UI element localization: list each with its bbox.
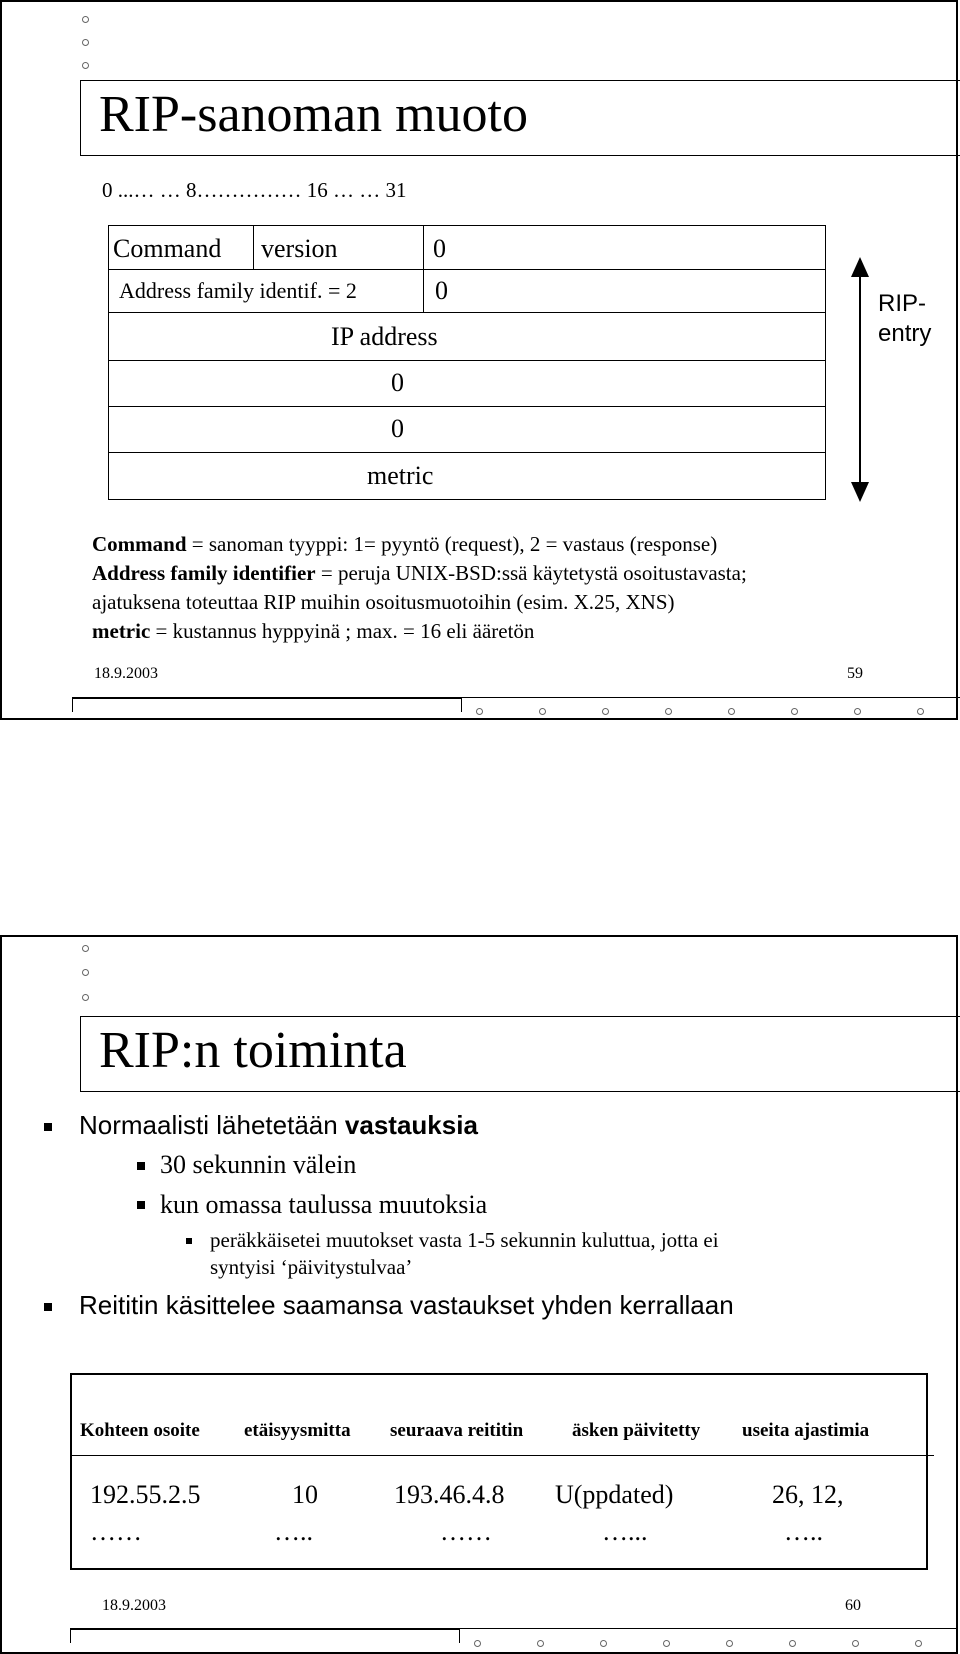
- bit-ruler: 0 ...… … 8…………… 16 … … 31: [102, 178, 407, 202]
- bullet-square: [137, 1162, 145, 1170]
- bullet-1-text: Normaalisti lähetetään: [79, 1110, 345, 1140]
- slide-59: [0, 0, 958, 720]
- bullet-1: [79, 1110, 478, 1141]
- table-cell: …..: [274, 1517, 313, 1546]
- table-cell: 192.55.2.5: [90, 1480, 201, 1509]
- routing-table: [70, 1373, 928, 1570]
- table-cell: …..: [784, 1517, 823, 1546]
- field-metric: metric: [367, 461, 434, 490]
- slide-title: RIP-sanoman muoto: [99, 86, 528, 143]
- field-zero: 0: [391, 414, 404, 443]
- decor-circle: [82, 994, 89, 1001]
- field-divider: [253, 226, 254, 270]
- packet-row: [109, 313, 825, 361]
- table-header: useita ajastimia: [742, 1420, 870, 1441]
- field-command: Command: [113, 234, 222, 263]
- footer-rule: [72, 697, 960, 698]
- decor-circle: [82, 16, 89, 23]
- decor-circle: [82, 39, 89, 46]
- decor-circle: [852, 1640, 859, 1647]
- decor-circle: [726, 1640, 733, 1647]
- bullet-2: Reititin käsittelee saamansa vastaukset yhden kerrallaan: [79, 1290, 734, 1320]
- desc-text: = peruja UNIX-BSD:ssä käytetystä osoitustavasta;: [315, 561, 747, 585]
- desc-text: = kustannus hyppyinä ; max. = 16 eli ääretön: [150, 619, 535, 643]
- field-address-family: Address family identif. = 2: [119, 278, 357, 303]
- table-cell: 193.46.4.8: [394, 1480, 505, 1509]
- desc-line: [92, 619, 534, 644]
- bullet-square: [137, 1201, 145, 1209]
- desc-line: [92, 561, 747, 586]
- decor-circle: [474, 1640, 481, 1647]
- table-cell: ……: [90, 1517, 142, 1546]
- decor-circle: [917, 708, 924, 715]
- footer-date: 18.9.2003: [102, 1597, 166, 1614]
- table-cell: U(ppdated): [555, 1480, 674, 1509]
- decor-circle: [915, 1640, 922, 1647]
- term-metric: metric: [92, 619, 151, 643]
- decor-circle: [663, 1640, 670, 1647]
- table-header-rule: [72, 1455, 934, 1456]
- table-header: seuraava reititin: [390, 1420, 524, 1441]
- decor-circle: [791, 708, 798, 715]
- page-number: 59: [847, 665, 863, 682]
- decor-circle: [665, 708, 672, 715]
- title-box: [80, 80, 960, 156]
- decor-circle: [537, 1640, 544, 1647]
- slide-title: RIP:n toiminta: [99, 1022, 407, 1079]
- page-number: 60: [845, 1597, 861, 1614]
- field-zero: 0: [433, 234, 446, 263]
- field-divider: [423, 226, 424, 313]
- desc-line: [92, 532, 717, 557]
- bullet-square: [44, 1303, 52, 1311]
- decor-circle: [539, 708, 546, 715]
- table-header: Kohteen osoite: [80, 1420, 200, 1441]
- footer-tab: [72, 698, 462, 712]
- decor-circle: [82, 62, 89, 69]
- decor-circle: [82, 945, 89, 952]
- decor-circle: [600, 1640, 607, 1647]
- footer-tab: [70, 1629, 460, 1643]
- field-zero: 0: [391, 368, 404, 397]
- bullet-square: [44, 1123, 52, 1131]
- field-ip-address: IP address: [331, 322, 438, 351]
- packet-row: [109, 361, 825, 407]
- bullet-square: [186, 1238, 192, 1244]
- bullet-1b-i-line2: syntyisi ‘päivitystulvaa’: [210, 1255, 413, 1279]
- footer-rule: [70, 1628, 958, 1629]
- bullet-1-bold: vastauksia: [344, 1110, 478, 1140]
- packet-row: [109, 407, 825, 453]
- desc-text: = sanoman tyyppi: 1= pyyntö (request), 2 = vastaus (response): [186, 532, 718, 556]
- decor-circle: [854, 708, 861, 715]
- table-cell: 26, 12,: [772, 1480, 844, 1509]
- term-command: Command: [92, 532, 187, 556]
- decor-circle: [476, 708, 483, 715]
- rip-entry-arrow: [845, 257, 875, 502]
- table-cell: 10: [292, 1480, 318, 1509]
- field-version: version: [261, 234, 338, 263]
- bullet-1b-i-line1: peräkkäisetei muutokset vasta 1-5 sekunnin kuluttua, jotta ei: [210, 1228, 719, 1252]
- rip-packet-diagram: [108, 225, 826, 500]
- table-cell: …...: [602, 1517, 648, 1546]
- bullet-1b: kun omassa taulussa muutoksia: [160, 1190, 488, 1219]
- table-header: etäisyysmitta: [244, 1420, 351, 1441]
- decor-circle: [789, 1640, 796, 1647]
- decor-circle: [82, 969, 89, 976]
- footer-date: 18.9.2003: [94, 665, 158, 682]
- decor-circle: [728, 708, 735, 715]
- field-zero: 0: [435, 276, 448, 305]
- table-cell: ……: [440, 1517, 492, 1546]
- bullet-1a: 30 sekunnin välein: [160, 1150, 357, 1179]
- title-box: [80, 1016, 960, 1092]
- rip-entry-label-2: entry: [878, 320, 932, 347]
- table-header: äsken päivitetty: [572, 1420, 701, 1441]
- term-address-family: Address family identifier: [92, 561, 316, 585]
- desc-line: ajatuksena toteuttaa RIP muihin osoitusmuotoihin (esim. X.25, XNS): [92, 590, 675, 614]
- rip-entry-label-1: RIP-: [878, 290, 926, 317]
- decor-circle: [602, 708, 609, 715]
